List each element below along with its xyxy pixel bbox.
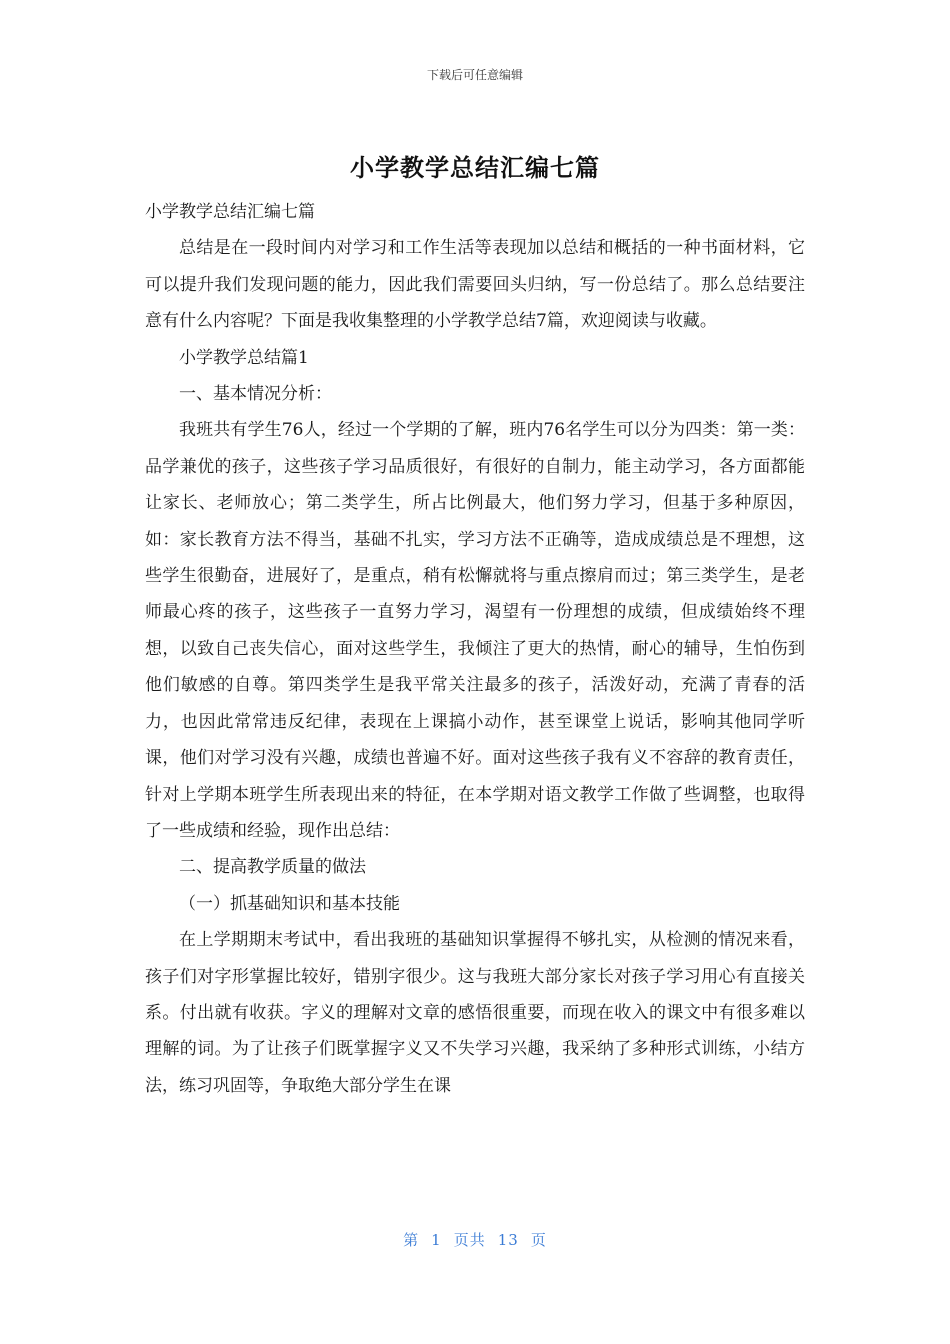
page-number: 1: [431, 1231, 442, 1249]
paragraph: 总结是在一段时间内对学习和工作生活等表现加以总结和概括的一种书面材料，它可以提升我们发现问题的能力，因此我们需要回头归纳，写一份总结了。那么总结要注意有什么内容呢？下面是我收集整理的小学教学总结7篇，欢迎阅读与收藏。: [145, 238, 805, 332]
subsection-heading: （一）抓基础知识和基本技能: [179, 893, 400, 914]
total-pages: 13: [497, 1231, 519, 1249]
header-note: 下载后可任意编辑: [426, 68, 523, 82]
section-heading: 一、基本情况分析：: [179, 384, 332, 405]
section-heading: 小学教学总结篇1: [179, 347, 309, 368]
paragraph: 小学教学总结汇编七篇: [145, 202, 315, 222]
section-heading: 二、提高教学质量的做法: [179, 857, 366, 878]
paragraph: 在上学期期末考试中，看出我班的基础知识掌握得不够扎实，从检测的情况来看，孩子们对字形掌握比较好，错别字很少。这与我班大部分家长对孩子学习用心有直接关系。付出就有收获。字义的理解对文章的感悟很重要，而现在收入的课文中有很多难以理解的词。为了让孩子们既掌握字义又不失学习兴趣，我采纳了多种形式训练，小结方法，练习巩固等，争取绝大部分学生在课: [145, 930, 805, 1096]
page-label-prefix: 第: [403, 1231, 420, 1249]
paragraph: 我班共有学生76人，经过一个学期的了解，班内76名学生可以分为四类：第一类：品学兼优的孩子，这些孩子学习品质很好，有很好的自制力，能主动学习，各方面都能让家长、老师放心；第二类学生，所占比例最大，他们努力学习，但基于多种原因，如：家长教育方法不得当，基础不扎实，学习方法不正确等，造成成绩总是不理想，这些学生很勤奋，进展好了，是重点，稍有松懈就将与重点擦肩而过；第三类学生，是老师最心疼的孩子，这些孩子一直努力学习，渴望有一份理想的成绩，但成绩始终不理想，以致自己丧失信心，面对这些学生，我倾注了更大的热情，耐心的辅导，生怕伤到他们敏感的自尊。第四类学生是我平常关注最多的孩子，活泼好动，充满了青春的活力，也因此常常违反纪律，表现在上课搞小动作，甚至课堂上说话，影响其他同学听课，他们对学习没有兴趣，成绩也普遍不好。面对这些孩子我有义不容辞的教育责任，针对上学期本班学生所表现出来的特征，在本学期对语文教学工作做了些调整，也取得了一些成绩和经验，现作出总结：: [145, 420, 805, 841]
document-title: 小学教学总结汇编七篇: [350, 154, 600, 182]
page-label-suffix: 页: [530, 1231, 547, 1249]
page-label-mid: 页共: [453, 1231, 486, 1249]
page-footer: [0, 1229, 950, 1250]
document-body: [145, 194, 805, 1104]
